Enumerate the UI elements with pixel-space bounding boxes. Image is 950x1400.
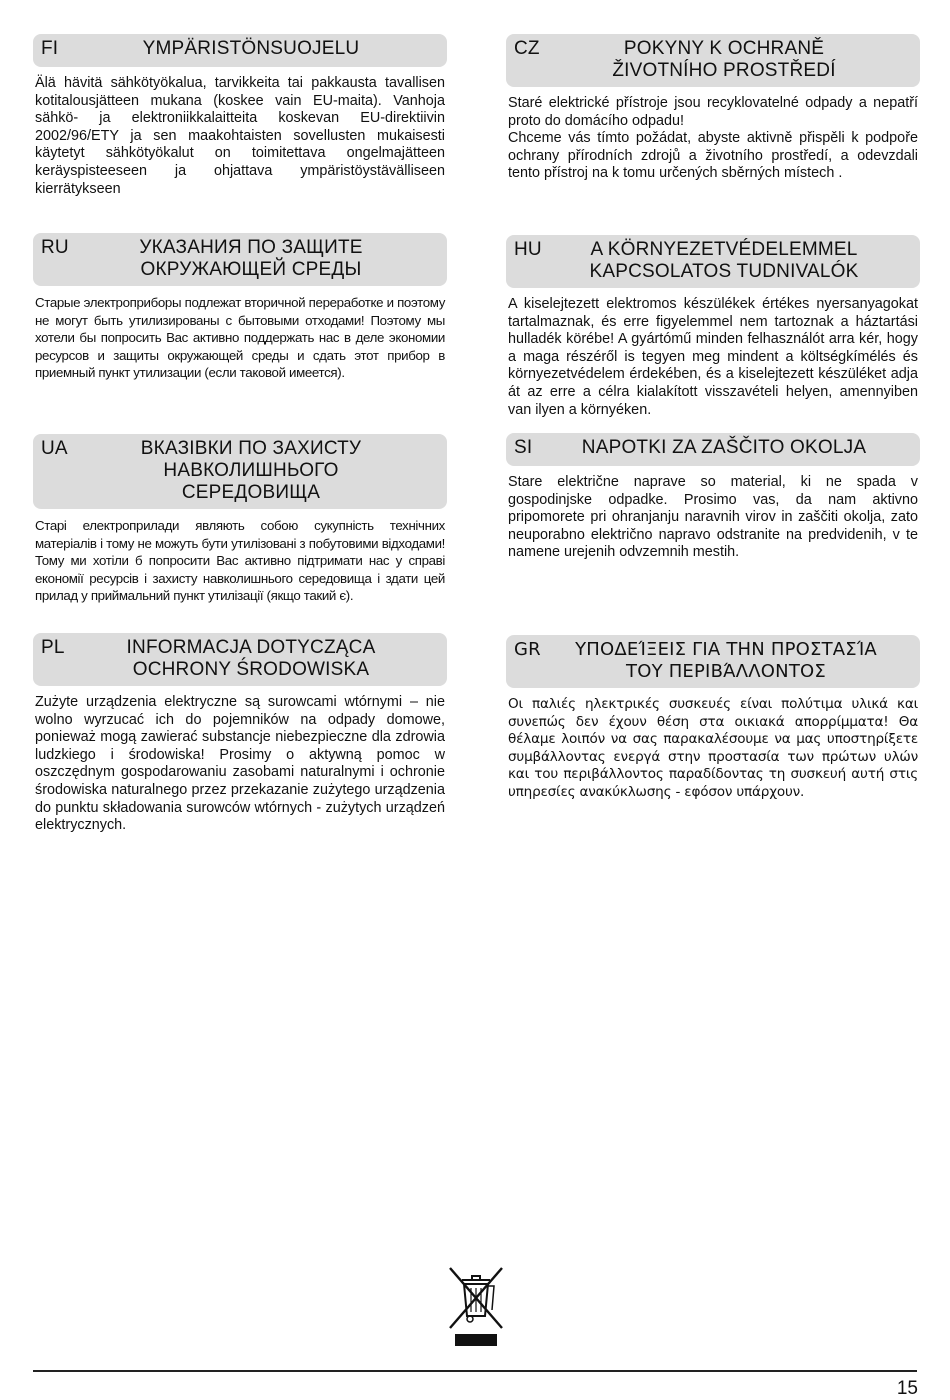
section-hu [506, 235, 920, 419]
section-header [506, 34, 920, 87]
section-text: Älä hävitä sähkötyökalua, tarvikkeita tai pakkausta tavallisen kotitalousjätteen mukana (koskee vain EU-maita). Vanhoja sähkö- ja elektroniikkalaitteita koskevan EU-direktiivin 2002/96/ETY ja sen maakohtaisten sovellusten mukaisesti käytetyt sähkötyökalut on toimitettava ongelmajätteen keräyspisteeseen ja ohjattava ympäristöystävälliseen kierrätykseen [35, 75, 445, 197]
section-fi [33, 34, 447, 198]
section-header [506, 235, 920, 288]
section-title: INFORMACJA DOTYCZĄCA OCHRONY ŚRODOWISKA [126, 637, 376, 680]
section-title: POKYNY K OCHRANĚ ŽIVOTNÍHO PROSTŘEDÍ [612, 38, 836, 81]
section-text: Staré elektrické přístroje jsou recyklovatelné odpady a nepatří proto do domácího odpadu! Chceme vás tímto požádat, abyste aktivně přispěli k podpoře ochrany přírodních zdrojů a životního prostředí, a odevzdali tento přístroj na k tomu určených sběrných místech . [508, 95, 918, 182]
section-header [33, 633, 447, 686]
language-code: PL [41, 637, 65, 658]
language-code: HU [514, 239, 542, 260]
section-title: ΥΠΟΔΕΊΞΕΙΣ ΓΙΑ ΤΗΝ ΠΡΟΣΤΑΣΊΑ ΤΟΥ ΠΕΡΙΒΆΛΛΟΝΤΟΣ [575, 639, 877, 682]
section-ua [33, 434, 447, 605]
footer-divider [33, 1370, 917, 1372]
page-number: 15 [896, 1378, 918, 1399]
section-title: ВКАЗІВКИ ПО ЗАХИСТУ НАВКОЛИШНЬОГО СЕРЕДОВИЩА [140, 438, 362, 503]
section-gr [506, 635, 920, 802]
crossed-out-wheelie-bin-icon [447, 1264, 505, 1348]
section-title: NAPOTKI ZA ZAŠČITO OKOLJA [581, 437, 867, 458]
section-text: A kiselejtezett elektromos készülékek értékes nyersanyagokat tartalmaznak, és erre figyelemmel nem tartoznak a háztartási hulladék körébe! A gyártómű minden felhasználót arra kér, hogy a maga részéről is tegyen meg mindent a költségkímélés és környezetvédelem érdekében, és a kiselejtezett készüléket adja át az erre a célra kialakított visszavételi helyen, amennyiben van ilyen a környéken. [508, 296, 918, 418]
language-code: CZ [514, 38, 540, 59]
language-code: RU [41, 237, 69, 258]
section-cz [506, 34, 920, 183]
section-title: УКАЗАНИЯ ПО ЗАЩИТЕ ОКРУЖАЮЩЕЙ СРЕДЫ [139, 237, 363, 280]
section-header [33, 434, 447, 509]
section-header [33, 233, 447, 286]
language-code: FI [41, 38, 59, 59]
section-ru [33, 233, 447, 382]
section-pl [33, 633, 447, 835]
section-text: Zużyte urządzenia elektryczne są surowcami wtórnymi – nie wolno wyrzucać ich do pojemników na odpady domowe, ponieważ mogą zawierać substancje niebezpieczne dla zdrowia ludzkiego i środowiska! Prosimy o aktywną pomoc w oszczędnym gospodarowaniu zasobami naturalnymi i ochronie środowiska naturalnego przez przekazanie zużytego urządzenia do punktu składowania surowców wtórnych - zużytych urządzeń elektrycznych. [35, 694, 445, 834]
section-text: Старые электроприборы подлежат вторичной переработке и поэтому не могут быть утилизированы с бытовыми отходами! Поэтому мы хотели бы попросить Вас активно поддержать нас в деле экономии ресурсов и защиты окружающей среды и сдать этот прибор в приемный пункт утилизации (если таковой имеется). [35, 295, 445, 381]
section-text: Старі електроприлади являють собою сукупність технічних матеріалів і тому не можуть бути утилізовані з побутовими відходами! Тому ми хотіли б попросити Вас активно підтримати нас у справі економії ресурсів і захисту навколишнього середовища і здати цей прилад у приймальний пункт утилізації (якщо такий є). [35, 518, 445, 604]
section-si [506, 433, 920, 562]
section-title: YMPÄRISTÖNSUOJELU [142, 38, 360, 59]
section-title: A KÖRNYEZETVÉDELEMMEL KAPCSOLATOS TUDNIVALÓK [589, 239, 859, 282]
section-header [506, 433, 920, 466]
section-header [506, 635, 920, 688]
language-code: UA [41, 438, 68, 459]
section-text: Οι παλιές ηλεκτρικές συσκευές είναι πολύτιμα υλικά και συνεπώς δεν έχουν θέση στα οικιακά απορρίμματα! Θα θέλαμε λοιπόν να σας παρακαλέσουμε να μας υποστηρίξετε συμβάλλοντας ενεργά στην προστασία των πρώτων υλών και του περιβάλλοντος παραδίδοντας τη συσκευή αυτή στις υπηρεσίες ανακύκλωσης - εφόσον υπάρχουν. [508, 696, 918, 800]
language-code: GR [514, 639, 541, 660]
section-header [33, 34, 447, 67]
language-code: SI [514, 437, 533, 458]
section-text: Stare električne naprave so material, ki ne spada v gospodinjske odpadke. Prosimo vas, da nam aktivno pripomorete pri ohranjanju naravnih virov in zaščiti okolja, zato neuporabno električno napravo odstranite na predvidenih, v te namene urejenih odvzemnih mestih. [508, 474, 918, 561]
